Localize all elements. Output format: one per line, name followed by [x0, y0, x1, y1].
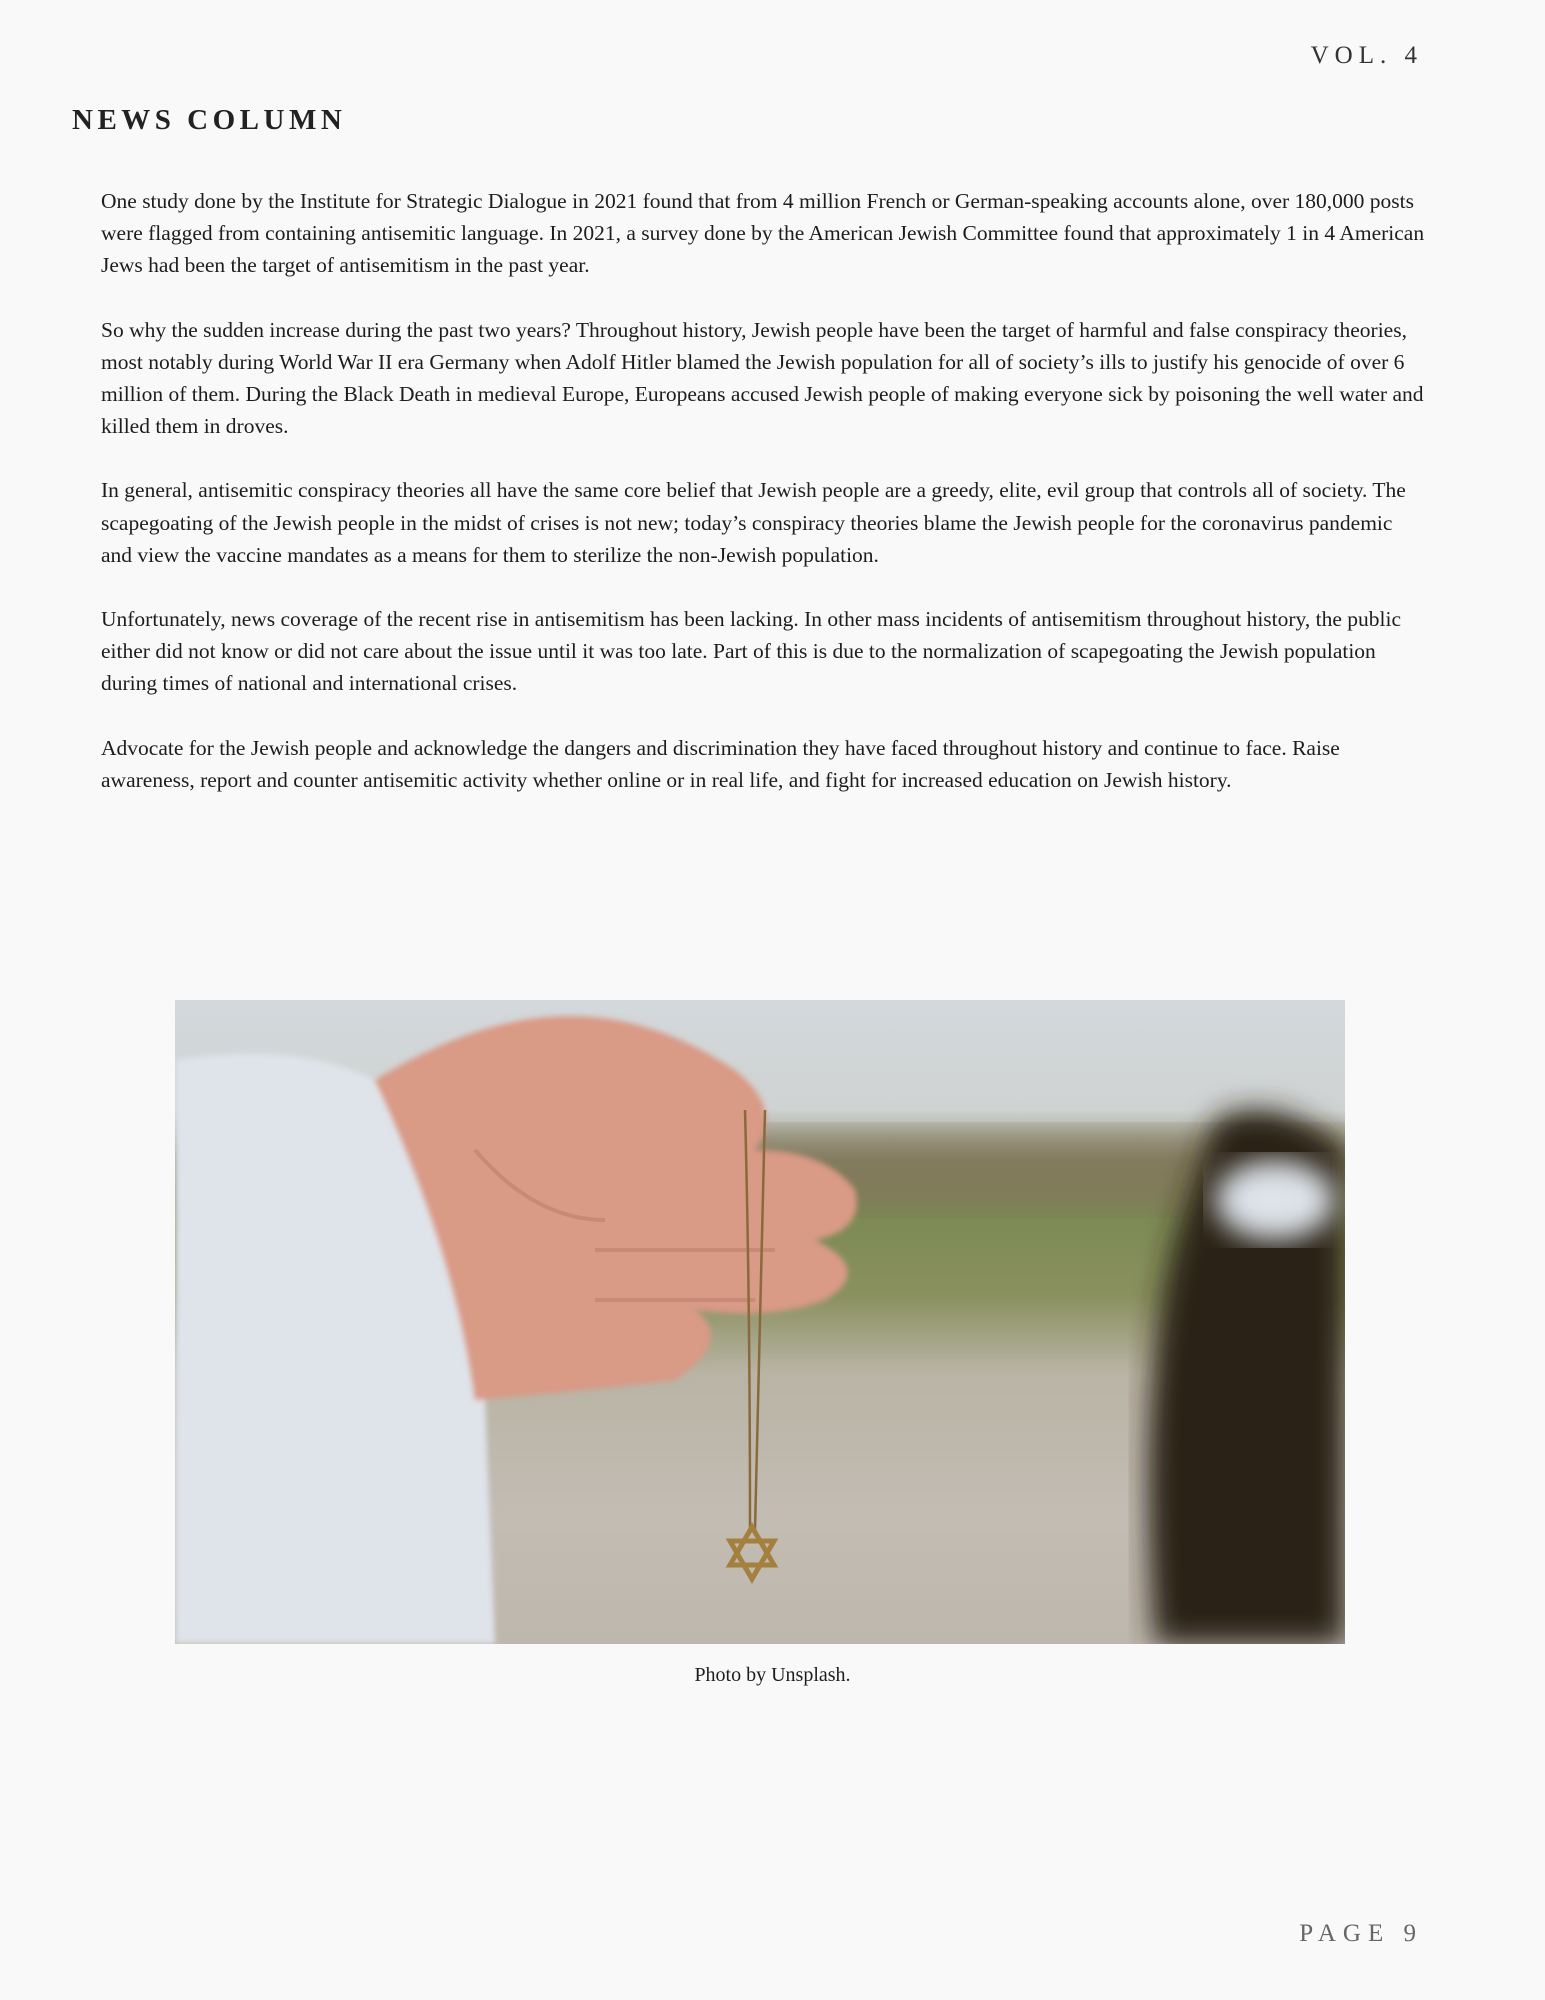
star-of-david-icon	[730, 1527, 774, 1579]
photo-caption: Photo by Unsplash.	[694, 1664, 851, 1686]
volume-label: VOL. 4	[1310, 42, 1423, 69]
section-title: NEWS COLUMN	[72, 104, 347, 136]
paragraph: Advocate for the Jewish people and acknowledge the dangers and discrimination they have faced throughout history and continue to face. Raise awareness, report and counter antisemitic activity whether online or in real life, and fight for increased education on Jewish history.	[101, 735, 1340, 792]
article-body	[101, 185, 1426, 828]
hand-holding-star-necklace-image	[175, 1000, 1345, 1644]
paragraph: So why the sudden increase during the past two years? Throughout history, Jewish people have been the target of harmful and false conspiracy theories, most notably during World War II era Germany when Adolf Hitler blamed the Jewish population for all of society’s ills to justify his genocide of over 6 million of them. During the Black Death in medieval Europe, Europeans accused Jewish people of making everyone sick by poisoning the well water and killed them in droves.	[101, 317, 1424, 439]
paragraph: In general, antisemitic conspiracy theories all have the same core belief that Jewish people are a greedy, elite, evil group that controls all of society. The scapegoating of the Jewish people in the midst of crises is not new; today’s conspiracy theories blame the Jewish people for the coronavirus pandemic and view the vaccine mandates as a means for them to sterilize the non-Jewish population.	[101, 478, 1406, 567]
paragraph: Unfortunately, news coverage of the recent rise in antisemitism has been lacking. In other mass incidents of antisemitism throughout history, the public either did not know or did not care about the issue until it was too late. Part of this is due to the normalization of scapegoating the Jewish population during times of national and international crises.	[101, 607, 1402, 696]
paragraph: One study done by the Institute for Strategic Dialogue in 2021 found that from 4 million French or German-speaking accounts alone, over 180,000 posts were flagged from containing antisemitic language. In 2021, a survey done by the American Jewish Committee found that approximately 1 in 4 American Jews had been the target of antisemitism in the past year.	[101, 189, 1425, 278]
page-number: PAGE 9	[1299, 1920, 1423, 1947]
article-photo	[175, 1000, 1345, 1644]
